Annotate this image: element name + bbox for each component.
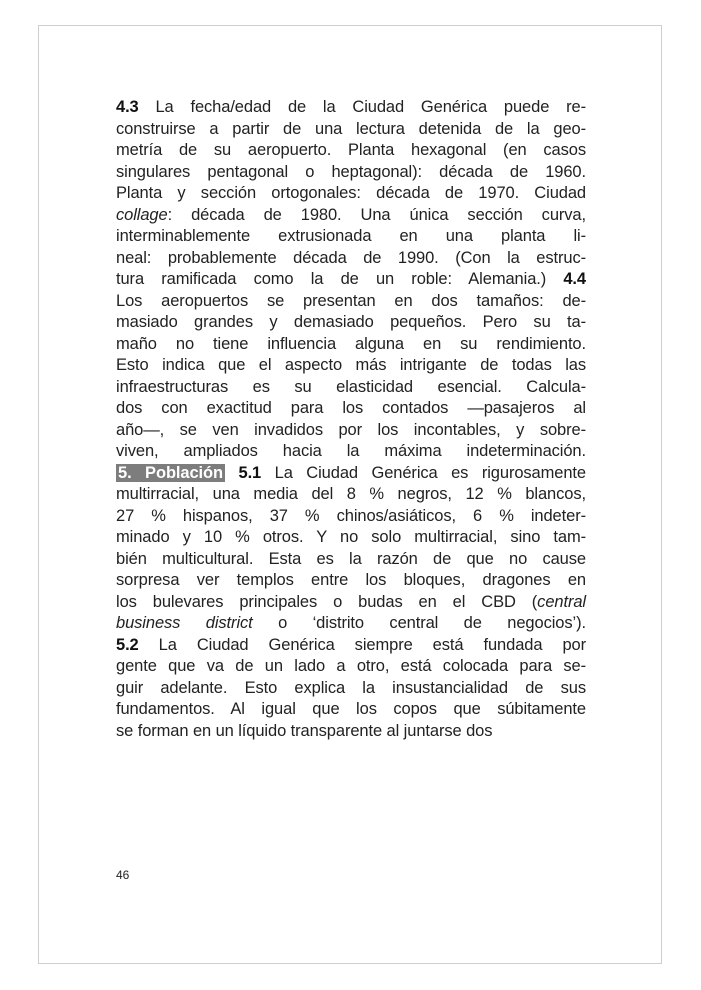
text-run: : década de 1980. Una única sección curva, — [167, 205, 586, 224]
italic-text: business district — [116, 614, 253, 632]
text-line — [116, 463, 586, 485]
text-line — [116, 527, 586, 549]
text-run: maño no tiene influencia alguna en su rendimiento. — [116, 334, 586, 353]
text-run: metría de su aeropuerto. Planta hexagonal (en casos — [116, 141, 586, 159]
text-run: interminablemente extrusionada en una planta li- — [116, 227, 586, 245]
text-line — [116, 484, 586, 506]
text-run: tura ramificada como la de un roble: Alemania.) — [116, 270, 564, 288]
section-number: 4.3 — [116, 98, 139, 116]
text-run: La Ciudad Genérica siempre está fundada por — [138, 635, 586, 654]
text-run: año—, se ven invadidos por los incontables, y sobre- — [116, 420, 586, 439]
text-run: Planta y sección ortogonales: década de 1970. Ciudad — [116, 184, 586, 202]
text-line — [116, 248, 586, 270]
text-line — [116, 699, 586, 721]
text-line — [116, 592, 586, 614]
text-line — [116, 506, 586, 528]
text-line — [116, 441, 586, 463]
text-run: construirse a partir de una lectura detenida de la geo- — [116, 119, 586, 138]
text-run: o ‘distrito central de negocios’). — [252, 614, 586, 632]
text-line — [116, 183, 586, 205]
text-line — [116, 226, 586, 248]
text-line — [116, 721, 586, 743]
text-run: guir adelante. Esto explica la insustancialidad de sus — [116, 678, 586, 697]
italic-text: collage — [116, 205, 168, 224]
text-run — [225, 464, 239, 482]
text-line — [116, 420, 586, 442]
text-run: viven, ampliados hacia la máxima indeterminación. — [116, 442, 586, 460]
text-line — [116, 549, 586, 571]
text-run: gente que va de un lado a otro, está colocada para se- — [116, 657, 586, 675]
text-line — [116, 678, 586, 700]
text-run: bién multicultural. Esta es la razón de que no cause — [116, 549, 586, 568]
text-line — [116, 119, 586, 141]
text-line — [116, 613, 586, 635]
text-run: fundamentos. Al igual que los copos que súbitamente — [116, 700, 586, 718]
section-number: 5.2 — [116, 635, 139, 654]
text-line — [116, 312, 586, 334]
page-number: 46 — [116, 868, 130, 882]
text-run: minado y 10 % otros. Y no solo multirracial, sino tam- — [116, 528, 586, 546]
text-line — [116, 205, 586, 227]
text-run: los bulevares principales o budas en el CBD ( — [116, 592, 538, 611]
text-line — [116, 97, 586, 119]
text-run: neal: probablemente década de 1990. (Con la estruc- — [116, 248, 586, 267]
text-run: sorpresa ver templos entre los bloques, dragones en — [116, 571, 586, 589]
section-heading: 5. Población — [118, 463, 223, 482]
text-line — [116, 269, 586, 291]
text-run: Esto indica que el aspecto más intrigante de todas las — [116, 356, 586, 374]
text-line — [116, 334, 586, 356]
text-run: dos con exactitud para los contados —pasajeros al — [116, 399, 586, 417]
text-run: La fecha/edad de la Ciudad Genérica puede re- — [138, 98, 586, 116]
text-line — [116, 140, 586, 162]
text-run: Los aeropuertos se presentan en dos tamaños: de- — [116, 291, 586, 310]
section-number: 4.4 — [563, 270, 586, 288]
text-run: masiado grandes y demasiado pequeños. Pero su ta- — [116, 313, 586, 331]
text-line — [116, 656, 586, 678]
section-number: 5.1 — [238, 463, 262, 482]
text-line — [116, 570, 586, 592]
text-line — [116, 377, 586, 399]
text-run: La Ciudad Genérica es rigurosamente — [261, 463, 586, 482]
text-line — [116, 398, 586, 420]
text-line — [116, 162, 586, 184]
text-run: 27 % hispanos, 37 % chinos/asiáticos, 6 % indeter- — [116, 506, 586, 525]
text-line — [116, 291, 586, 313]
text-run: multirracial, una media del 8 % negros, 12 % blancos, — [116, 485, 586, 503]
body-text — [116, 97, 586, 742]
text-line — [116, 635, 586, 657]
text-run: se forman en un líquido transparente al juntarse dos — [116, 721, 493, 740]
italic-text: central — [537, 592, 586, 611]
text-line — [116, 355, 586, 377]
text-run: infraestructuras es su elasticidad esencial. Calcula- — [116, 377, 586, 396]
text-run: singulares pentagonal o heptagonal): década de 1960. — [116, 162, 586, 181]
